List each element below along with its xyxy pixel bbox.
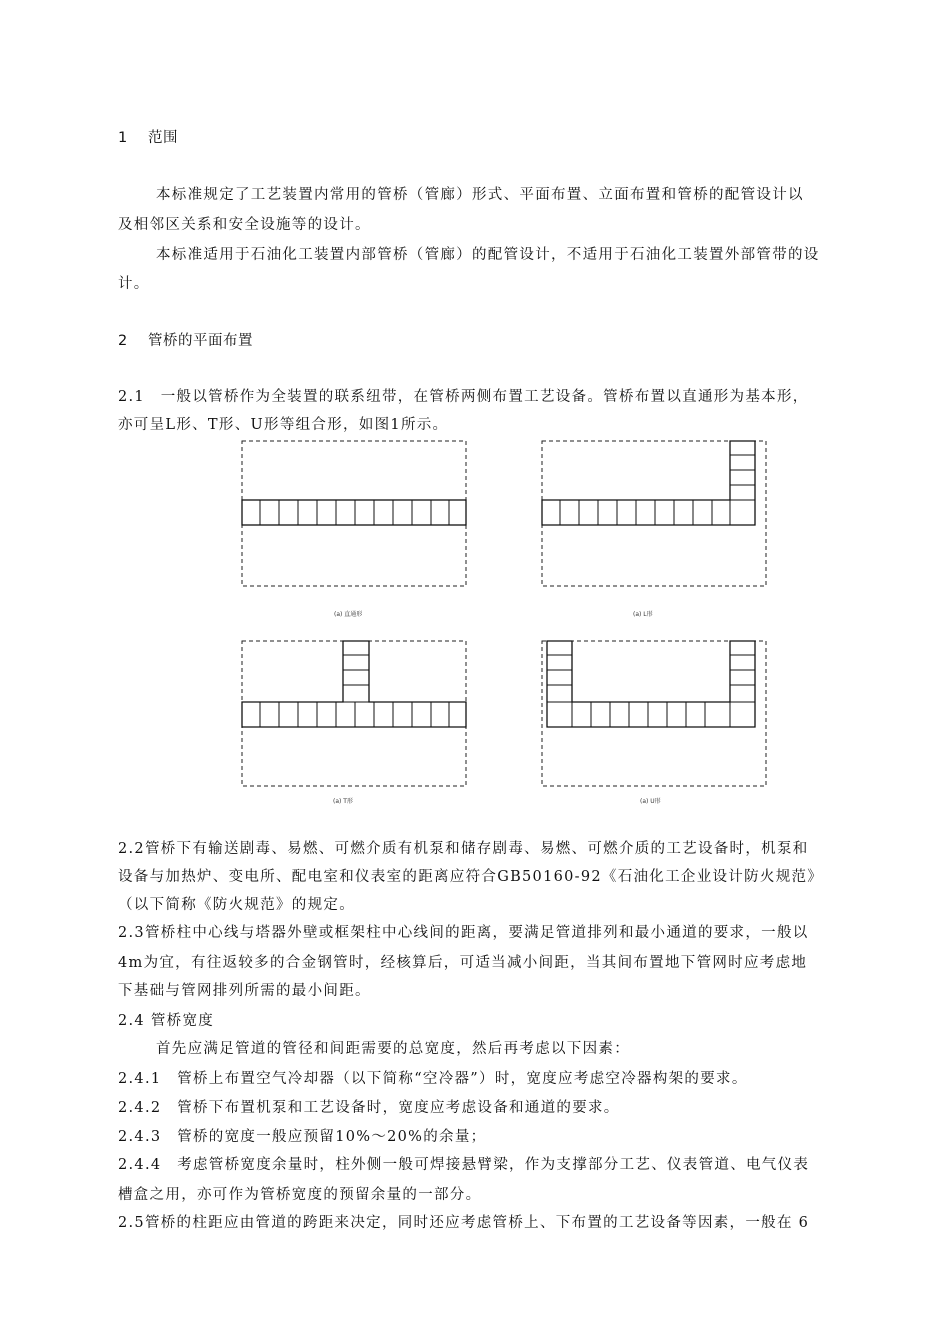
paragraph-line: 2.4.2 管桥下布置机泵和工艺设备时，宽度应考虑设备和通道的要求。 <box>118 1100 620 1116</box>
figure-caption-straight: (a) 直通形 <box>334 611 363 618</box>
section-2-number: 2 <box>118 333 128 349</box>
paragraph-line: 首先应满足管道的管径和间距需要的总宽度，然后再考虑以下因素： <box>156 1041 630 1057</box>
paragraph-line: 槽盒之用，亦可作为管桥宽度的预留余量的一部分。 <box>118 1187 482 1203</box>
figure-caption-t-shape: (a) T形 <box>333 798 353 805</box>
paragraph-line: （以下简称《防火规范》的规定。 <box>118 897 355 913</box>
paragraph-line: 设备与加热炉、变电所、配电室和仪表室的距离应符合GB50160-92《石油化工企业设计防火规范》 <box>118 869 824 885</box>
figure-t-shape <box>241 640 467 792</box>
paragraph-line: 本标准适用于石油化工装置内部管桥（管廊）的配管设计，不适用于石油化工装置外部管带的设 <box>156 247 820 263</box>
section-1-title: 范围 <box>148 130 178 146</box>
subsection-heading: 2.4 管桥宽度 <box>118 1013 215 1029</box>
paragraph-line: 2.4.4 考虑管桥宽度余量时，柱外侧一般可焊接悬臂梁，作为支撑部分工艺、仪表管道、电气仪表 <box>118 1157 810 1173</box>
paragraph-line: 2.4.3 管桥的宽度一般应预留10%～20%的余量； <box>118 1129 487 1145</box>
figure-u-shape-diagram <box>541 640 767 788</box>
figure-caption-u-shape: (a) U形 <box>640 798 661 805</box>
figure-straight <box>241 440 467 592</box>
section-1-heading <box>118 126 178 147</box>
paragraph-line: 亦可呈L形、T形、U形等组合形，如图1所示。 <box>118 417 449 433</box>
figure-l-shape <box>541 440 767 592</box>
paragraph-line: 2.2管桥下有输送剧毒、易燃、可燃介质有机泵和储存剧毒、易燃、可燃介质的工艺设备时，机泵和 <box>118 841 809 857</box>
paragraph-line: 2.5管桥的柱距应由管道的跨距来决定，同时还应考虑管桥上、下布置的工艺设备等因素，一般在 6 <box>118 1215 810 1231</box>
figure-u-shape <box>541 640 767 792</box>
paragraph-line: 2.3管桥柱中心线与塔器外壁或框架柱中心线间的距离，要满足管道排列和最小通道的要求，一般以 <box>118 925 809 941</box>
paragraph-line: 2.1 一般以管桥作为全装置的联系纽带，在管桥两侧布置工艺设备。管桥布置以直通形为基本形， <box>118 389 809 405</box>
section-2-title: 管桥的平面布置 <box>148 333 253 349</box>
paragraph-line: 计。 <box>118 276 150 292</box>
section-1-number: 1 <box>118 130 128 146</box>
figure-straight-diagram <box>241 440 467 588</box>
section-2-heading <box>118 329 253 350</box>
paragraph-line: 下基础与管网排列所需的最小间距。 <box>118 983 371 999</box>
paragraph-line: 4m为宜，有往返较多的合金钢管时，经核算后，可适当减小间距，当其间布置地下管网时应考虑地 <box>118 955 808 971</box>
figure-l-shape-diagram <box>541 440 767 588</box>
paragraph-line: 2.4.1 管桥上布置空气冷却器（以下简称“空冷器”）时，宽度应考虑空冷器构架的要求。 <box>118 1071 748 1087</box>
paragraph-line: 本标准规定了工艺装置内常用的管桥（管廊）形式、平面布置、立面布置和管桥的配管设计以 <box>156 187 804 203</box>
figure-t-shape-diagram <box>241 640 467 788</box>
figure-caption-l-shape: (a) L形 <box>633 611 653 618</box>
paragraph-line: 及相邻区关系和安全设施等的设计。 <box>118 217 371 233</box>
